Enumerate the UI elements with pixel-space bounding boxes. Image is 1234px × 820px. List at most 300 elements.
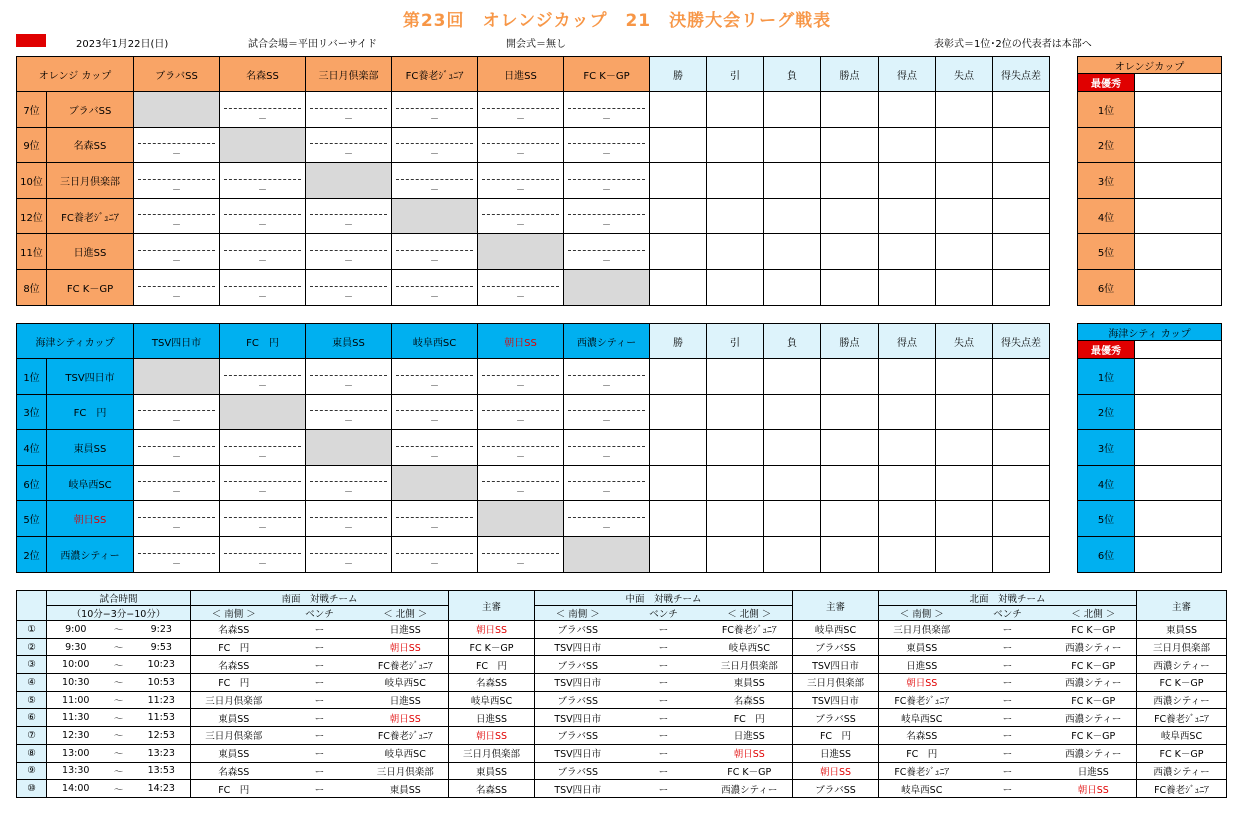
score-separator (568, 250, 645, 251)
stat-cell (650, 465, 707, 501)
score-dash: － (171, 221, 181, 232)
versus-dash: ー (621, 691, 707, 709)
match-result-cell (564, 430, 650, 466)
team-row (17, 359, 1050, 395)
south-team: 岐阜西SC (879, 709, 965, 727)
north-team: 日進SS (1051, 762, 1137, 780)
score-dash: － (258, 452, 268, 463)
stat-cell (879, 92, 936, 128)
match-start-time: 13:30 (47, 762, 105, 780)
score-dash: － (344, 381, 354, 392)
north-team: 西濃シティー (1051, 744, 1137, 762)
score-dash: － (602, 452, 612, 463)
match-result-cell (564, 501, 650, 537)
referee-team: 名森SS (449, 674, 535, 692)
stat-cell (879, 269, 936, 305)
team-name: 東員SS (47, 430, 134, 466)
match-start-time: 14:00 (47, 780, 105, 798)
north-side-header: ＜ 北側 ＞ (363, 606, 449, 621)
stat-cell (707, 359, 764, 395)
versus-dash: ー (965, 762, 1051, 780)
match-result-cell (478, 127, 564, 163)
referee-team: FC K－GP (449, 638, 535, 656)
referee-team: 三日月倶楽部 (449, 744, 535, 762)
referee-team: 朝日SS (449, 621, 535, 639)
score-dash: － (343, 114, 353, 125)
match-result-cell (392, 92, 478, 128)
match-row (17, 691, 1227, 709)
match-result-cell (392, 501, 478, 537)
stat-cell (650, 127, 707, 163)
score-separator (138, 250, 215, 251)
north-team: 日進SS (707, 727, 793, 745)
stat-cell (879, 536, 936, 572)
referee-team: 岐阜西SC (449, 691, 535, 709)
south-side-header: ＜ 南側 ＞ (191, 606, 277, 621)
schedule-corner (17, 591, 47, 621)
stat-header: 勝点 (821, 57, 879, 92)
time-tilde: ～ (105, 762, 133, 780)
match-start-time: 9:00 (47, 621, 105, 639)
score-separator (310, 286, 387, 287)
stat-cell (764, 430, 821, 466)
stat-cell (650, 501, 707, 537)
match-result-cell (564, 394, 650, 430)
stat-cell (936, 269, 993, 305)
ranking-table-1 (1077, 56, 1222, 306)
score-dash: － (171, 185, 181, 196)
north-team: FC養老ｼﾞｭﾆｱ (363, 727, 449, 745)
team-row (17, 269, 1050, 305)
score-dash: － (172, 452, 182, 463)
diagonal-cell (564, 269, 650, 305)
match-result-cell (392, 359, 478, 395)
versus-dash: ー (621, 656, 707, 674)
versus-dash: ー (621, 744, 707, 762)
stat-header: 得失点差 (993, 324, 1050, 359)
diagonal-cell (478, 234, 564, 270)
ranking-title: 海津シティ カップ (1078, 324, 1222, 341)
south-team: ブラバSS (535, 727, 621, 745)
match-end-time: 9:53 (133, 638, 191, 656)
match-result-cell (134, 501, 220, 537)
time-tilde: ～ (105, 780, 133, 798)
score-dash: － (601, 185, 611, 196)
match-end-time: 13:23 (133, 744, 191, 762)
versus-dash: ー (965, 621, 1051, 639)
south-team: ブラバSS (535, 762, 621, 780)
stat-cell (993, 465, 1050, 501)
referee-team: 日進SS (793, 744, 879, 762)
match-result-cell (306, 198, 392, 234)
score-separator (482, 410, 559, 411)
stat-cell (764, 269, 821, 305)
north-team: 西濃シティー (1051, 638, 1137, 656)
score-dash: － (515, 221, 525, 232)
team-column-header: 岐阜西SC (392, 324, 478, 359)
stat-cell (764, 394, 821, 430)
time-tilde: ～ (105, 656, 133, 674)
south-team: 名森SS (879, 727, 965, 745)
north-side-header: ＜ 北側 ＞ (1051, 606, 1137, 621)
page-title: 第23回 オレンジカップ 21 決勝大会リーグ戦表 (402, 11, 832, 31)
stat-header: 失点 (936, 324, 993, 359)
score-dash: － (602, 381, 612, 392)
south-team: ブラバSS (535, 691, 621, 709)
team-name: FC 円 (47, 394, 134, 430)
score-separator (396, 410, 473, 411)
match-result-cell (478, 92, 564, 128)
stat-cell (879, 501, 936, 537)
referee-team: 名森SS (449, 780, 535, 798)
match-result-cell (220, 536, 306, 572)
match-result-cell (306, 536, 392, 572)
match-start-time: 10:00 (47, 656, 105, 674)
bench-header: ベンチ (277, 606, 363, 621)
time-tilde: ～ (105, 727, 133, 745)
score-separator (224, 250, 301, 251)
score-dash: － (602, 523, 612, 534)
south-team: TSV四日市 (535, 674, 621, 692)
match-start-time: 10:30 (47, 674, 105, 692)
north-team: 西濃シティー (1051, 674, 1137, 692)
north-team: FC 円 (707, 709, 793, 727)
score-dash: － (430, 417, 440, 428)
north-team: 朝日SS (363, 638, 449, 656)
diagonal-cell (306, 163, 392, 199)
stat-cell (650, 359, 707, 395)
score-separator (224, 553, 301, 554)
score-separator (310, 214, 387, 215)
versus-dash: ー (965, 691, 1051, 709)
south-side-header: ＜ 南側 ＞ (535, 606, 621, 621)
stat-header: 勝 (650, 324, 707, 359)
stat-cell (821, 198, 879, 234)
north-team: FC K－GP (1051, 727, 1137, 745)
north-team: 東員SS (707, 674, 793, 692)
referee-team: 西濃シティー (1137, 691, 1227, 709)
team-rank: 9位 (17, 127, 47, 163)
versus-dash: ー (621, 780, 707, 798)
score-separator (396, 143, 473, 144)
match-end-time: 10:23 (133, 656, 191, 674)
league-name: 海津シティカップ (17, 324, 134, 359)
time-tilde: ～ (105, 709, 133, 727)
stat-header: 得点 (879, 57, 936, 92)
score-dash: － (172, 488, 182, 499)
stat-cell (764, 234, 821, 270)
stat-cell (821, 536, 879, 572)
match-result-cell (306, 394, 392, 430)
stat-cell (993, 127, 1050, 163)
stat-cell (879, 198, 936, 234)
league-table-1 (16, 56, 1050, 306)
score-dash: － (429, 292, 439, 303)
stat-cell (707, 394, 764, 430)
match-end-time: 9:23 (133, 621, 191, 639)
score-separator (568, 517, 645, 518)
score-separator (310, 410, 387, 411)
place-label: 2位 (1078, 394, 1135, 430)
score-separator (396, 286, 473, 287)
match-result-cell (134, 269, 220, 305)
north-team: 名森SS (707, 691, 793, 709)
score-separator (224, 517, 301, 518)
versus-dash: ー (965, 656, 1051, 674)
stat-cell (879, 394, 936, 430)
match-start-time: 11:30 (47, 709, 105, 727)
score-separator (482, 553, 559, 554)
score-separator (482, 481, 559, 482)
team-name: 西濃シティー (47, 536, 134, 572)
place-cell (1135, 501, 1222, 537)
team-name: 日進SS (47, 234, 134, 270)
match-result-cell (134, 394, 220, 430)
ranking-table-2 (1077, 323, 1222, 573)
score-dash: － (343, 292, 353, 303)
score-separator (568, 410, 645, 411)
score-dash: － (601, 150, 611, 161)
score-dash: － (344, 417, 354, 428)
diagonal-cell (134, 359, 220, 395)
south-team: FC 円 (191, 638, 277, 656)
place-label: 4位 (1078, 198, 1135, 234)
team-rank: 3位 (17, 394, 47, 430)
match-result-cell (478, 163, 564, 199)
team-rank: 11位 (17, 234, 47, 270)
best-player-cell (1135, 341, 1222, 359)
time-tilde: ～ (105, 744, 133, 762)
stat-cell (650, 269, 707, 305)
match-start-time: 13:00 (47, 744, 105, 762)
place-cell (1135, 465, 1222, 501)
referee-team: FC養老ｼﾞｭﾆｱ (1137, 780, 1227, 798)
score-separator (568, 179, 645, 180)
team-row (17, 163, 1050, 199)
score-separator (138, 179, 215, 180)
stat-cell (993, 234, 1050, 270)
versus-dash: ー (277, 674, 363, 692)
match-end-time: 11:23 (133, 691, 191, 709)
versus-dash: ー (277, 780, 363, 798)
team-row (17, 536, 1050, 572)
team-row (17, 465, 1050, 501)
south-team: TSV四日市 (535, 780, 621, 798)
match-end-time: 14:23 (133, 780, 191, 798)
best-player-label: 最優秀 (1078, 341, 1135, 359)
south-side-header: ＜ 南側 ＞ (879, 606, 965, 621)
stat-cell (707, 430, 764, 466)
stat-cell (936, 465, 993, 501)
score-separator (138, 214, 215, 215)
match-result-cell (564, 198, 650, 234)
match-result-cell (564, 163, 650, 199)
stat-cell (707, 465, 764, 501)
match-number: ③ (17, 656, 47, 674)
score-dash: － (257, 114, 267, 125)
score-dash: － (257, 256, 267, 267)
match-number: ⑥ (17, 709, 47, 727)
team-column-header: 朝日SS (478, 324, 564, 359)
team-row (17, 430, 1050, 466)
stat-cell (936, 127, 993, 163)
north-team: 岐阜西SC (363, 744, 449, 762)
south-team: 名森SS (191, 656, 277, 674)
match-result-cell (392, 127, 478, 163)
referee-team: FC K－GP (1137, 744, 1227, 762)
team-rank: 1位 (17, 359, 47, 395)
time-format: （10分−3分−10分） (47, 606, 191, 621)
score-separator (482, 108, 559, 109)
score-dash: － (430, 523, 440, 534)
score-separator (396, 179, 473, 180)
match-result-cell (478, 359, 564, 395)
match-start-time: 12:30 (47, 727, 105, 745)
referee-team: 東員SS (449, 762, 535, 780)
score-separator (310, 375, 387, 376)
score-separator (396, 108, 473, 109)
stat-header: 負 (764, 57, 821, 92)
time-tilde: ～ (105, 674, 133, 692)
north-team: FC K－GP (1051, 656, 1137, 674)
score-dash: － (601, 256, 611, 267)
match-result-cell (392, 234, 478, 270)
place-cell (1135, 127, 1222, 163)
score-dash: － (516, 417, 526, 428)
score-dash: － (257, 185, 267, 196)
time-tilde: ～ (105, 638, 133, 656)
match-result-cell (478, 465, 564, 501)
versus-dash: ー (277, 727, 363, 745)
team-name: FC養老ｼﾞｭﾆｱ (47, 198, 134, 234)
score-dash: － (258, 381, 268, 392)
team-name: FC K－GP (47, 269, 134, 305)
versus-dash: ー (621, 638, 707, 656)
score-dash: － (602, 488, 612, 499)
match-result-cell (220, 430, 306, 466)
score-separator (396, 250, 473, 251)
match-row (17, 638, 1227, 656)
score-separator (396, 446, 473, 447)
league-table-2 (16, 323, 1050, 573)
bench-header: ベンチ (621, 606, 707, 621)
versus-dash: ー (621, 727, 707, 745)
match-result-cell (134, 430, 220, 466)
south-team: TSV四日市 (535, 638, 621, 656)
south-team: 朝日SS (879, 674, 965, 692)
score-dash: － (516, 488, 526, 499)
match-start-time: 11:00 (47, 691, 105, 709)
versus-dash: ー (965, 780, 1051, 798)
place-cell (1135, 269, 1222, 305)
team-row (17, 394, 1050, 430)
score-dash: － (343, 150, 353, 161)
score-separator (310, 108, 387, 109)
team-name: 朝日SS (47, 501, 134, 537)
score-separator (568, 446, 645, 447)
referee-team: FC 円 (449, 656, 535, 674)
north-team: FC K－GP (707, 762, 793, 780)
time-tilde: ～ (105, 691, 133, 709)
versus-dash: ー (277, 744, 363, 762)
place-label: 3位 (1078, 430, 1135, 466)
match-result-cell (306, 234, 392, 270)
ceremony-text: 開会式＝無し (506, 39, 566, 50)
stat-cell (936, 536, 993, 572)
match-result-cell (220, 465, 306, 501)
score-separator (568, 375, 645, 376)
stat-cell (993, 501, 1050, 537)
score-separator (224, 214, 301, 215)
south-team: 三日月倶楽部 (879, 621, 965, 639)
team-row (17, 501, 1050, 537)
south-team: 東員SS (191, 709, 277, 727)
diagonal-cell (220, 127, 306, 163)
versus-dash: ー (621, 621, 707, 639)
team-row (17, 92, 1050, 128)
team-rank: 7位 (17, 92, 47, 128)
stat-header: 得点 (879, 324, 936, 359)
diagonal-cell (220, 394, 306, 430)
score-dash: － (516, 381, 526, 392)
referee-team: 東員SS (1137, 621, 1227, 639)
match-result-cell (478, 394, 564, 430)
award-text: 表彰式＝1位･2位の代表者は本部へ (934, 39, 1092, 50)
referee-header: 主審 (1137, 591, 1227, 621)
score-separator (568, 481, 645, 482)
match-result-cell (306, 359, 392, 395)
place-label: 5位 (1078, 234, 1135, 270)
stat-cell (821, 359, 879, 395)
north-team: 東員SS (363, 780, 449, 798)
score-dash: － (171, 292, 181, 303)
versus-dash: ー (621, 709, 707, 727)
score-dash: － (516, 559, 526, 570)
match-row (17, 762, 1227, 780)
south-team: FC養老ｼﾞｭﾆｱ (879, 691, 965, 709)
south-team: 岐阜西SC (879, 780, 965, 798)
north-side-header: ＜ 北側 ＞ (707, 606, 793, 621)
referee-team: ブラバSS (793, 780, 879, 798)
score-separator (568, 214, 645, 215)
team-name: ブラバSS (47, 92, 134, 128)
time-tilde: ～ (105, 621, 133, 639)
team-row (17, 198, 1050, 234)
stat-cell (764, 198, 821, 234)
match-number: ② (17, 638, 47, 656)
stat-cell (707, 198, 764, 234)
match-number: ⑨ (17, 762, 47, 780)
stat-cell (879, 127, 936, 163)
south-team: 名森SS (191, 621, 277, 639)
stat-cell (821, 127, 879, 163)
diagonal-cell (392, 465, 478, 501)
match-result-cell (134, 234, 220, 270)
south-team: TSV四日市 (535, 744, 621, 762)
stat-cell (936, 359, 993, 395)
stat-cell (879, 163, 936, 199)
stat-cell (650, 163, 707, 199)
versus-dash: ー (965, 638, 1051, 656)
place-cell (1135, 92, 1222, 128)
team-column-header: FC K－GP (564, 57, 650, 92)
stat-cell (993, 198, 1050, 234)
stat-cell (764, 359, 821, 395)
score-dash: － (429, 185, 439, 196)
stat-cell (993, 269, 1050, 305)
diagonal-cell (478, 501, 564, 537)
team-name: 岐阜西SC (47, 465, 134, 501)
